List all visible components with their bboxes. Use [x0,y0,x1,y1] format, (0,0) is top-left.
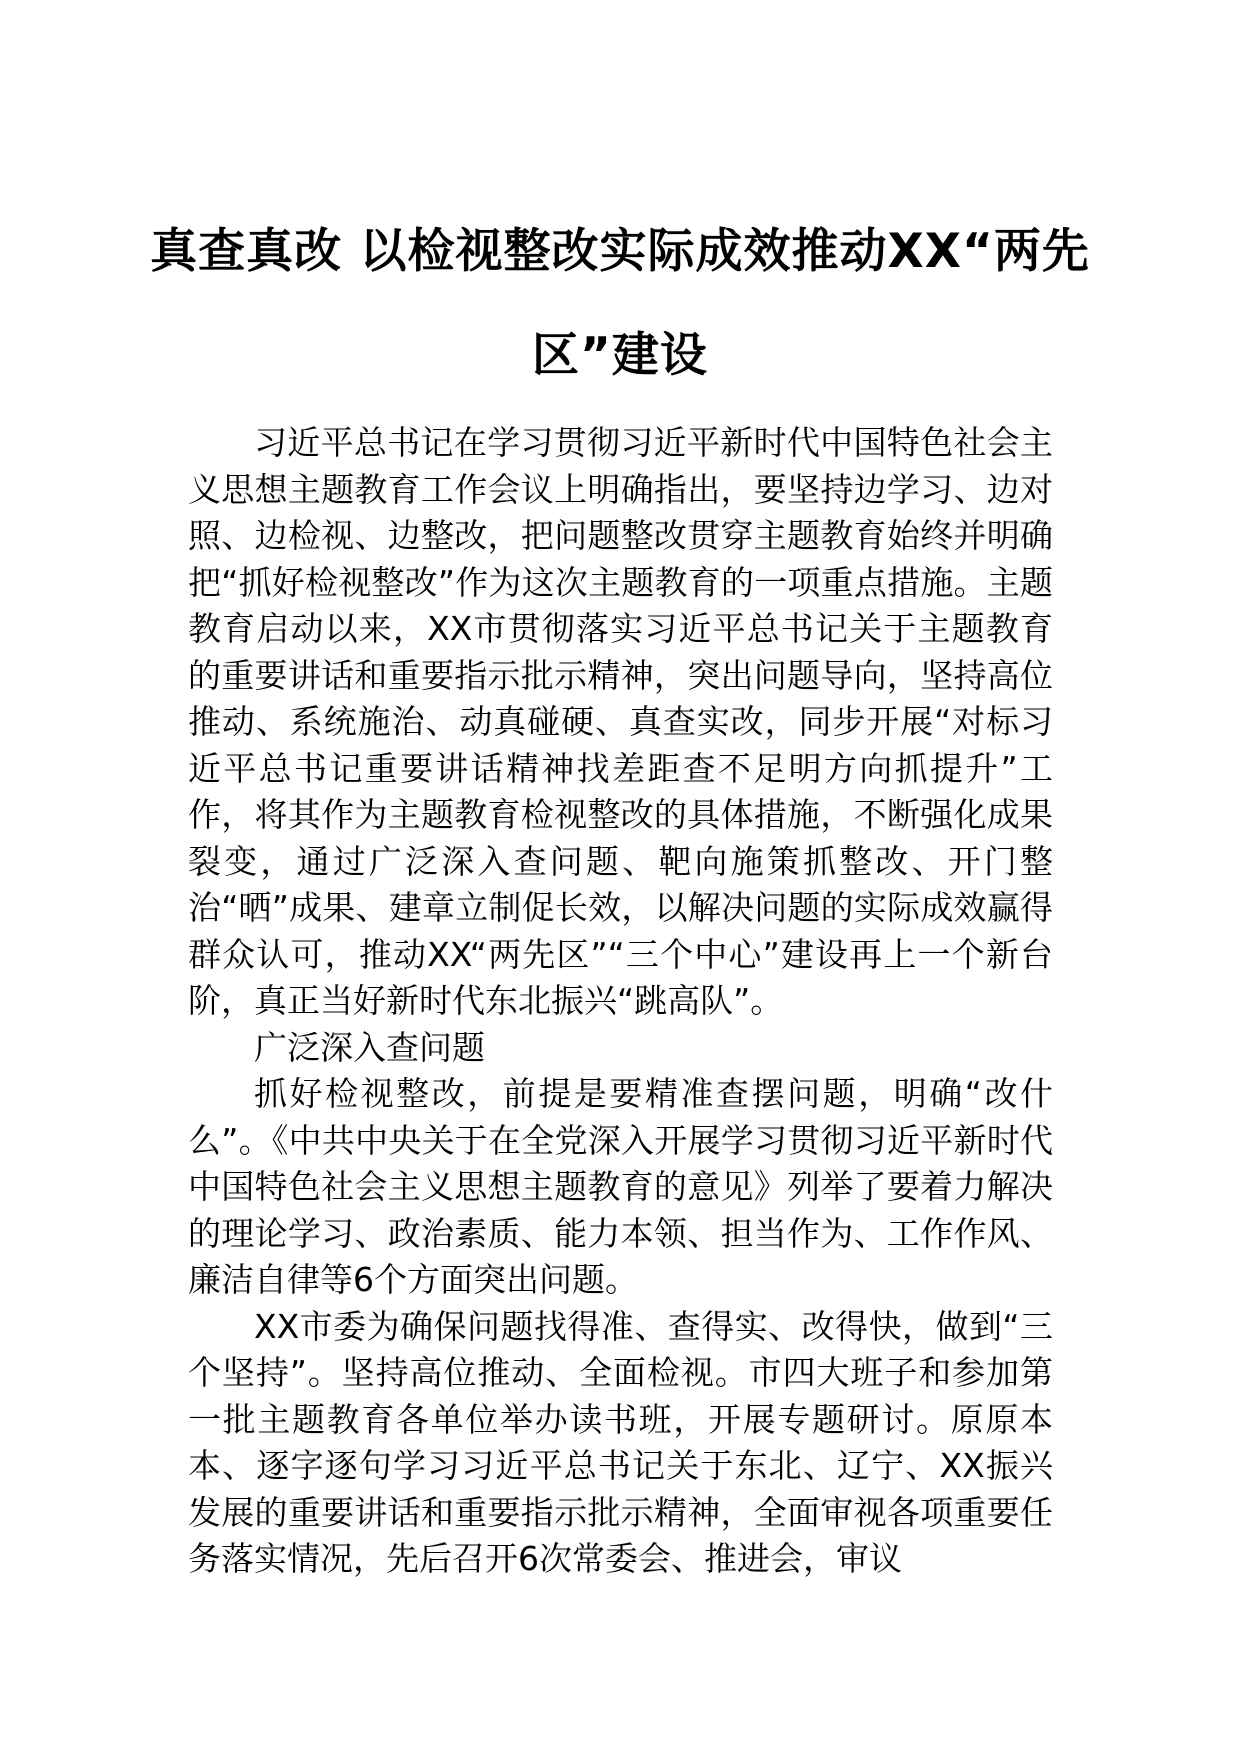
document-title: 真查真改 以检视整改实际成效推动XX“两先区”建设 [150,224,1090,383]
paragraph-problem-finding: 抓好检视整改，前提是要精准查摆问题，明确“改什么”。《中共中央关于在全党深入开展学习贯彻习近平新时代中国特色社会主义思想主题教育的意见》列举了要着力解决的理论学习、政治素质、能力本领、担当作为、工作作风、廉洁自律等6个方面突出问题。 [188,1074,1053,1299]
paragraph-intro: 习近平总书记在学习贯彻习近平新时代中国特色社会主义思想主题教育工作会议上明确指出，要坚持边学习、边对照、边检视、边整改，把问题整改贯穿主题教育始终并明确把“抓好检视整改”作为这次主题教育的一项重点措施。主题教育启动以来，XX市贯彻落实习近平总书记关于主题教育的重要讲话和重要指示批示精神，突出问题导向，坚持高位推动、系统施治、动真碰硬、真查实改，同步开展“对标习近平总书记重要讲话精神找差距查不足明方向抓提升”工作，将其作为主题教育检视整改的具体措施，不断强化成果裂变，通过广泛深入查问题、靶向施策抓整改、开门整治“晒”成果、建章立制促长效，以解决问题的实际成效赢得群众认可，推动XX“两先区”“三个中心”建设再上一个新台阶，真正当好新时代东北振兴“跳高队”。 [188,423,1053,1020]
section-heading: 广泛深入查问题 [254,1027,485,1067]
document-body [188,420,1053,1583]
paragraph-city-committee: XX市委为确保问题找得准、查得实、改得快，做到“三个坚持”。坚持高位推动、全面检视。市四大班子和参加第一批主题教育各单位举办读书班，开展专题研讨。原原本本、逐字逐句学习习近平总书记关于东北、辽宁、XX振兴发展的重要讲话和重要指示批示精神，全面审视各项重要任务落实情况，先后召开6次常委会、推进会，审议 [188,1306,1053,1578]
